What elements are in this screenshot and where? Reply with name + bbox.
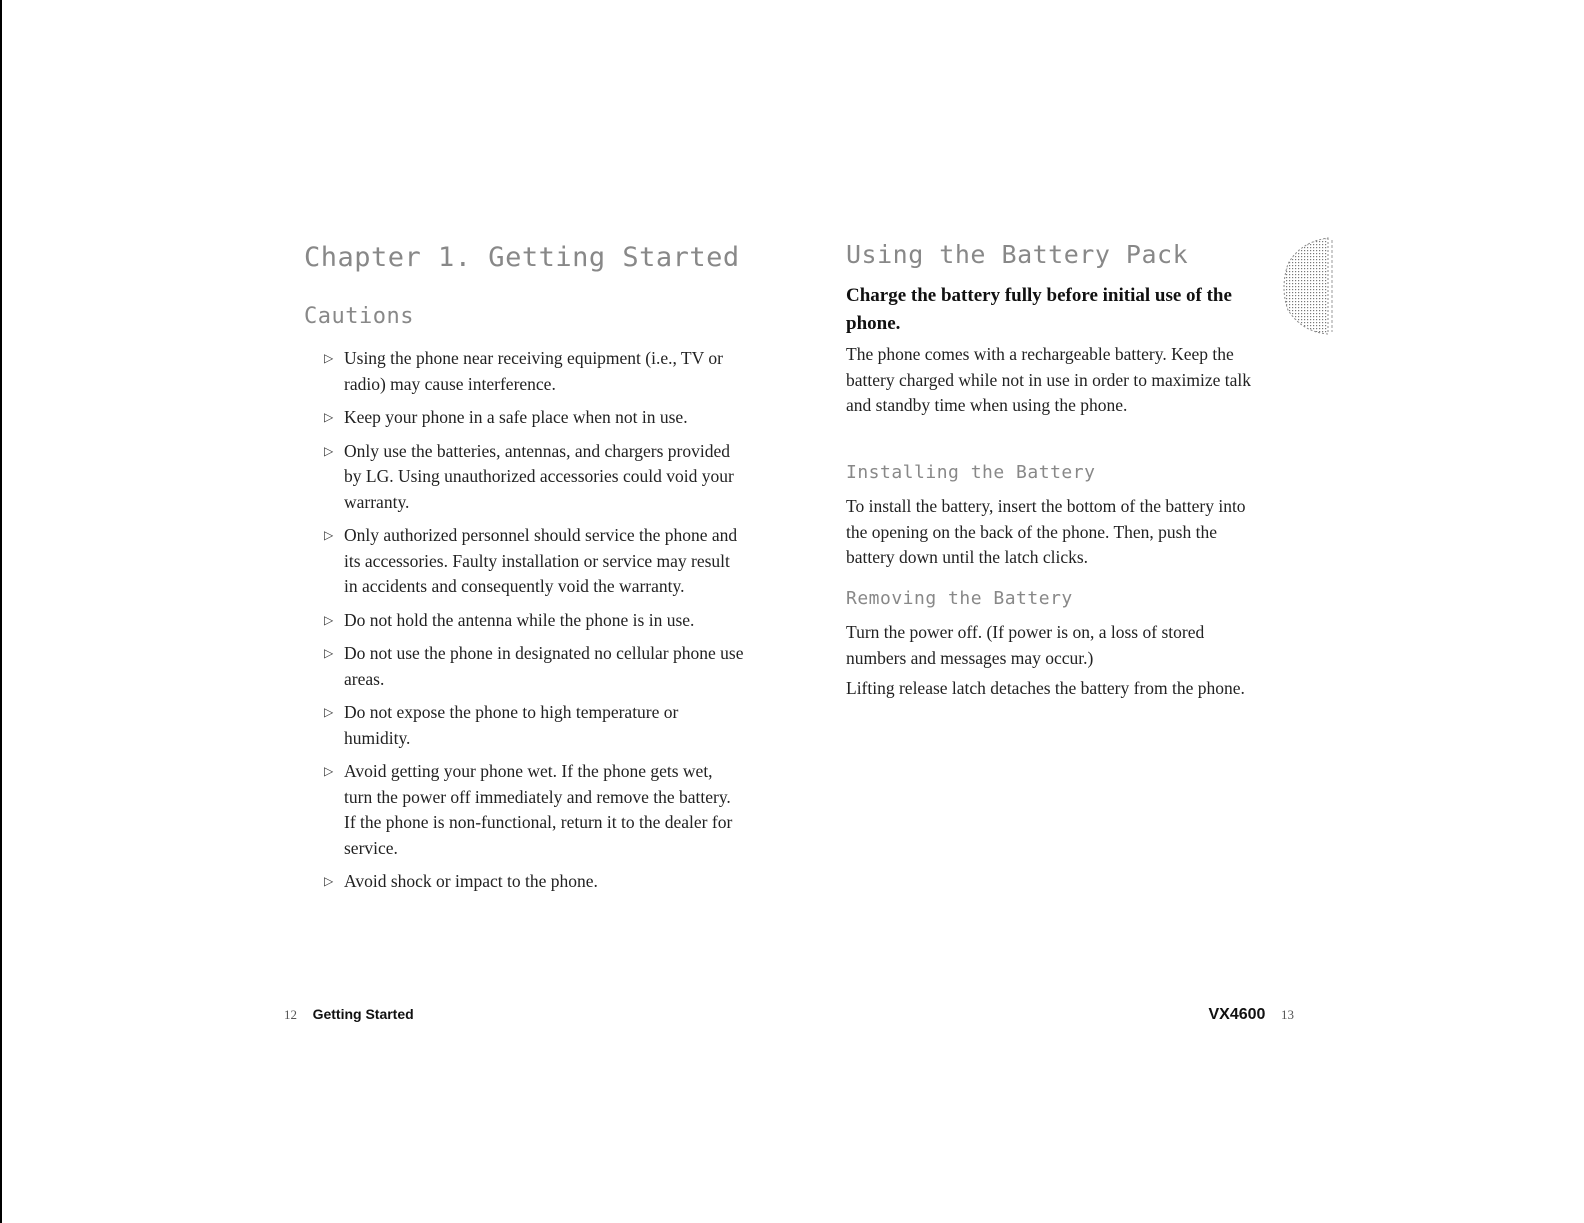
- arrow-bullet-icon: ▷: [324, 646, 334, 660]
- list-item-text: Avoid shock or impact to the phone.: [344, 871, 598, 891]
- removing-battery-latch-paragraph: Lifting release latch detaches the battery from the phone.: [846, 678, 1245, 698]
- arrow-bullet-icon: ▷: [324, 874, 334, 888]
- installing-battery-paragraph: To install the battery, insert the bottom of the battery into the opening on the back of the phone. Then, push the battery down until the latch clicks.: [846, 496, 1246, 567]
- cautions-heading: Cautions: [304, 304, 414, 329]
- arrow-bullet-icon: ▷: [324, 705, 334, 719]
- list-item: [324, 759, 744, 861]
- right-page-footer: [1209, 1006, 1295, 1024]
- battery-section-heading: Using the Battery Pack: [846, 240, 1189, 269]
- list-item: [324, 523, 744, 600]
- list-item-text: Using the phone near receiving equipment (i.e., TV or radio) may cause interference.: [344, 348, 723, 394]
- list-item: [324, 608, 744, 634]
- arrow-bullet-icon: ▷: [324, 351, 334, 365]
- removing-battery-heading: Removing the Battery: [846, 588, 1073, 609]
- list-item-text: Do not use the phone in designated no cellular phone use areas.: [344, 643, 744, 689]
- installing-battery-heading: Installing the Battery: [846, 462, 1096, 483]
- battery-pack-icon: [1280, 232, 1336, 340]
- arrow-bullet-icon: ▷: [324, 443, 334, 458]
- list-item-text: Do not hold the antenna while the phone is in use.: [344, 609, 695, 630]
- list-item-text: Only authorized personnel should service the phone and its accessories. Faulty installation or service may result in accidents and consequently void the warranty.: [344, 525, 738, 596]
- footer-model-name: VX4600: [1208, 1006, 1266, 1023]
- battery-intro-bold: Charge the battery fully before initial use of the phone.: [846, 285, 1232, 334]
- footer-section-label: Getting Started: [312, 1006, 414, 1022]
- arrow-bullet-icon: ▷: [324, 764, 334, 778]
- list-item-text: Keep your phone in a safe place when not in use.: [344, 407, 688, 427]
- removing-battery-paragraph: Turn the power off. (If power is on, a loss of stored numbers and messages may occur.): [846, 622, 1205, 668]
- page-number: 13: [1281, 1007, 1294, 1022]
- list-item: [324, 869, 744, 895]
- list-item: [324, 439, 744, 516]
- list-item: [324, 346, 744, 397]
- list-item-text: Do not expose the phone to high temperature or humidity.: [344, 702, 679, 748]
- list-item: [324, 405, 744, 431]
- list-item: [324, 700, 744, 751]
- arrow-bullet-icon: ▷: [324, 528, 334, 542]
- page-number: 12: [284, 1007, 297, 1022]
- cautions-list: [324, 346, 744, 903]
- list-item-text: Only use the batteries, antennas, and chargers provided by LG. Using unauthorized accessories could void your warranty.: [344, 440, 734, 512]
- arrow-bullet-icon: ▷: [324, 410, 334, 424]
- arrow-bullet-icon: ▷: [324, 612, 334, 627]
- chapter-title: Chapter 1. Getting Started: [304, 242, 740, 273]
- list-item-text: Avoid getting your phone wet. If the phone gets wet, turn the power off immediately and remove the battery. If the phone is non-functional, return it to the dealer for service.: [344, 761, 733, 858]
- list-item: [324, 641, 744, 692]
- scan-edge-line: [0, 0, 2, 1223]
- battery-intro-paragraph: The phone comes with a rechargeable battery. Keep the battery charged while not in use in order to maximize talk and standby time when using the phone.: [846, 344, 1251, 415]
- left-page-footer: [284, 1006, 414, 1023]
